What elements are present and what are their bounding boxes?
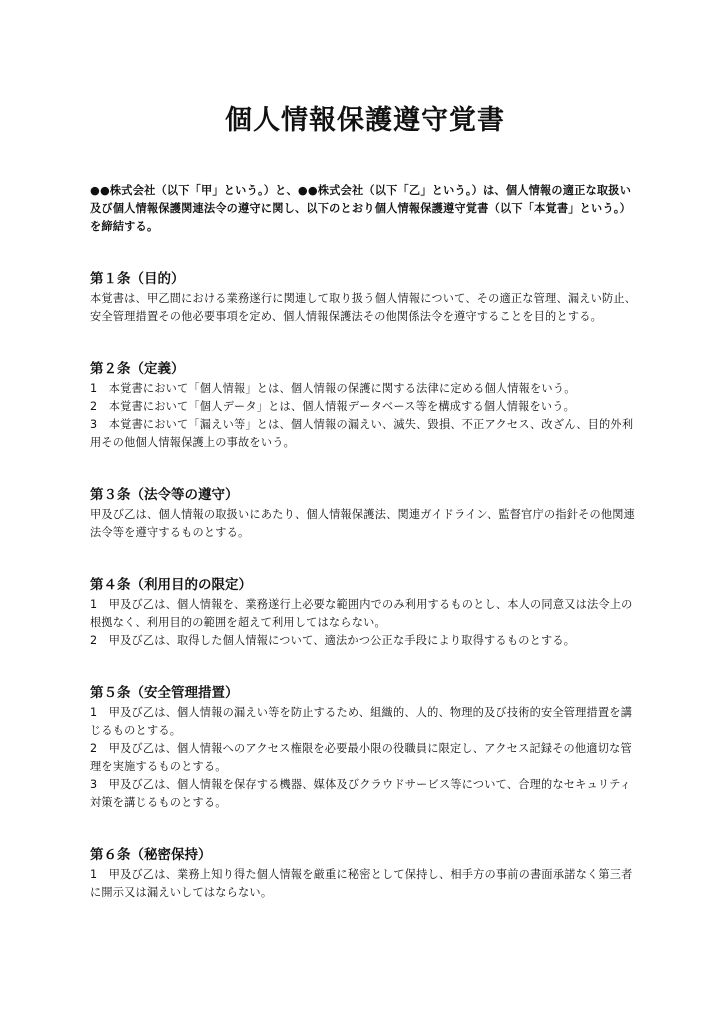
article-paragraph: 1 甲及び乙は、個人情報を、業務遂行上必要な範囲内でのみ利用するものとし、本人の同意又は法令上の根拠なく、利用目的の範囲を超えて利用してはならない。 (90, 598, 633, 629)
article-paragraph: 1 甲及び乙は、業務上知り得た個人情報を厳重に秘密として保持し、相手方の事前の書面承諾なく第三者に開示又は漏えいしてはならない。 (90, 868, 633, 899)
article-paragraph: 本覚書は、甲乙間における業務遂行に関連して取り扱う個人情報について、その適正な管理、漏えい防止、安全管理措置その他必要事項を定め、個人情報保護法その他関係法令を遵守することを目的とする。 (90, 292, 637, 323)
article-heading: 第５条（安全管理措置） (90, 685, 239, 701)
article-2 (90, 360, 640, 452)
article-paragraph: 2 甲及び乙は、個人情報へのアクセス権限を必要最小限の役職員に限定し、アクセス記録その他適切な管理を実施するものとする。 (90, 742, 632, 773)
article-4 (90, 576, 640, 650)
article-heading: 第２条（定義） (90, 361, 185, 377)
article-paragraph: 3 甲及び乙は、個人情報を保存する機器、媒体及びクラウドサービス等について、合理的なセキュリティ対策を講じるものとする。 (90, 778, 631, 809)
article-heading: 第６条（秘密保持） (90, 847, 212, 863)
article-6 (90, 846, 640, 902)
article-heading: 第１条（目的） (90, 271, 185, 287)
article-paragraph: 3 本覚書において「漏えい等」とは、個人情報の漏えい、滅失、毀損、不正アクセス、改ざん、目的外利用その他個人情報保護上の事故をいう。 (90, 418, 634, 449)
article-1 (90, 270, 640, 326)
article-paragraph: 2 甲及び乙は、取得した個人情報について、適法かつ公正な手段により取得するものとする。 (90, 634, 576, 647)
article-paragraph: 甲及び乙は、個人情報の取扱いにあたり、個人情報保護法、関連ガイドライン、監督官庁の指針その他関連法令等を遵守するものとする。 (90, 508, 636, 539)
article-5 (90, 684, 640, 812)
article-3 (90, 486, 640, 542)
article-heading: 第４条（利用目的の限定） (90, 577, 252, 593)
document-title: 個人情報保護遵守覚書 (225, 105, 505, 136)
article-paragraph: 1 甲及び乙は、個人情報の漏えい等を防止するため、組織的、人的、物理的及び技術的安全管理措置を講じるものとする。 (90, 706, 633, 737)
article-paragraph: 1 本覚書において「個人情報」とは、個人情報の保護に関する法律に定める個人情報をいう。 (90, 382, 576, 395)
article-paragraph: 2 本覚書において「個人データ」とは、個人情報データベース等を構成する個人情報をいう。 (90, 400, 576, 413)
article-heading: 第３条（法令等の遵守） (90, 487, 239, 503)
intro-paragraph: ●●株式会社（以下「甲」という。）と、●●株式会社（以下「乙」という。）は、個人情報の適正な取扱い及び個人情報保護関連法令の遵守に関し、以下のとおり個人情報保護遵守覚書（以下「本覚書」という。）を締結する。 (90, 184, 632, 233)
